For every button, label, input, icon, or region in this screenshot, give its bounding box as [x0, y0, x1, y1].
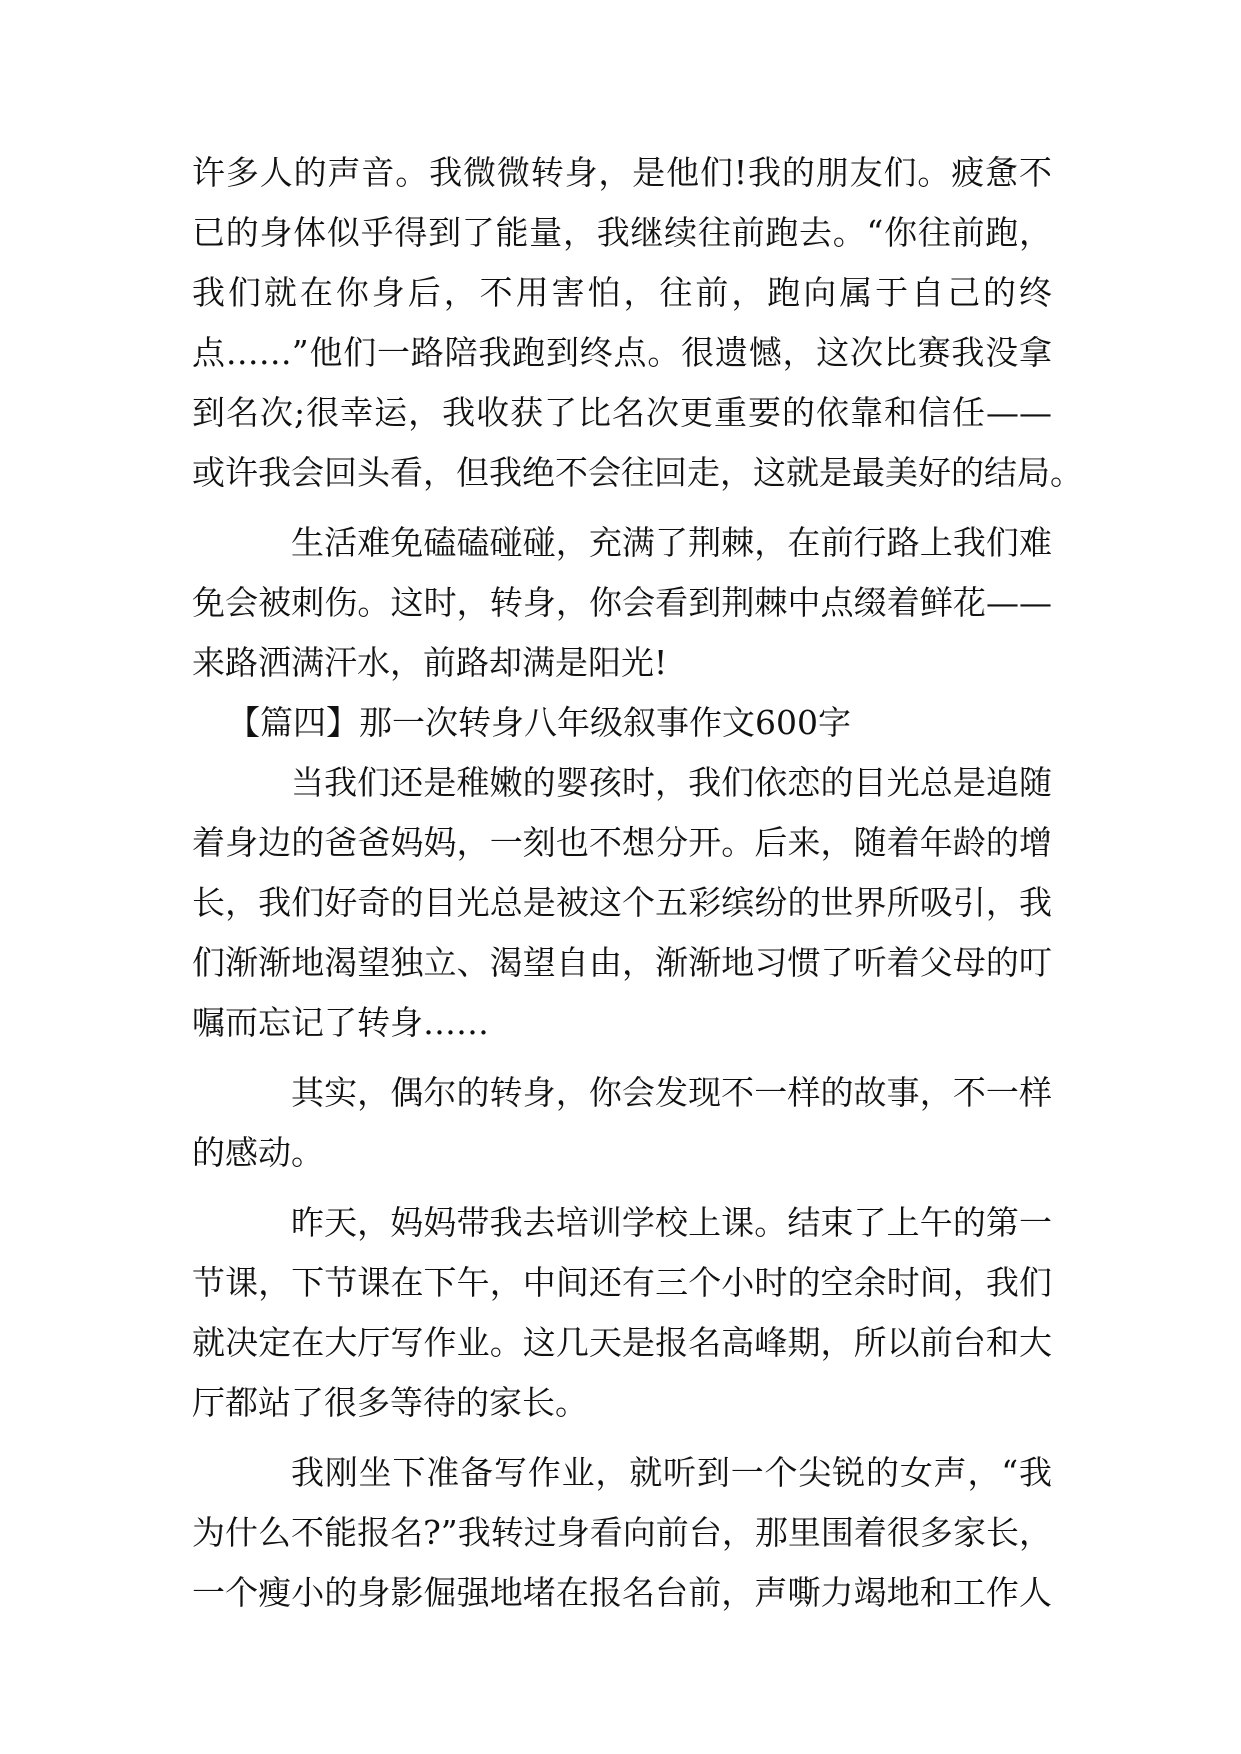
section-heading: 【篇四】那一次转身八年级叙事作文600字 — [227, 703, 851, 742]
text-line: 昨天，妈妈带我去培训学校上课。结束了上午的第一 — [291, 1203, 1052, 1242]
text-line: 节课，下节课在下午，中间还有三个小时的空余时间，我们 — [192, 1263, 1052, 1302]
text-line: 许多人的声音。我微微转身，是他们!我的朋友们。疲惫不 — [192, 153, 1052, 192]
text-line: 免会被刺伤。这时，转身，你会看到荆棘中点缀着鲜花—— — [192, 583, 1052, 622]
text-line: 一个瘦小的身影倔强地堵在报名台前，声嘶力竭地和工作人 — [192, 1573, 1052, 1612]
text-line: 为什么不能报名?”我转过身看向前台，那里围着很多家长， — [192, 1513, 1052, 1552]
text-line: 来路洒满汗水，前路却满是阳光! — [192, 643, 668, 682]
text-line: 到名次;很幸运，我收获了比名次更重要的依靠和信任—— — [192, 393, 1052, 432]
text-line: 当我们还是稚嫩的婴孩时，我们依恋的目光总是追随 — [291, 763, 1052, 802]
text-line: 点……”他们一路陪我跑到终点。很遗憾，这次比赛我没拿 — [192, 333, 1052, 372]
text-line: 其实，偶尔的转身，你会发现不一样的故事，不一样 — [291, 1073, 1052, 1112]
text-line: 们渐渐地渴望独立、渴望自由，渐渐地习惯了听着父母的叮 — [192, 943, 1052, 982]
text-line: 生活难免磕磕碰碰，充满了荆棘，在前行路上我们难 — [291, 523, 1052, 562]
text-line: 就决定在大厅写作业。这几天是报名高峰期，所以前台和大 — [192, 1323, 1052, 1362]
text-line: 我们就在你身后，不用害怕，往前，跑向属于自己的终 — [192, 273, 1052, 312]
text-line: 长，我们好奇的目光总是被这个五彩缤纷的世界所吸引，我 — [192, 883, 1052, 922]
text-line: 厅都站了很多等待的家长。 — [192, 1383, 588, 1422]
text-line: 已的身体似乎得到了能量，我继续往前跑去。“你往前跑， — [192, 213, 1052, 252]
text-line: 我刚坐下准备写作业，就听到一个尖锐的女声，“我 — [291, 1453, 1052, 1492]
text-line: 的感动。 — [192, 1133, 324, 1172]
text-line: 着身边的爸爸妈妈，一刻也不想分开。后来，随着年龄的增 — [192, 823, 1052, 862]
text-line: 嘱而忘记了转身…… — [192, 1003, 489, 1042]
text-line: 或许我会回头看，但我绝不会往回走，这就是最美好的结局。 — [192, 453, 1083, 492]
